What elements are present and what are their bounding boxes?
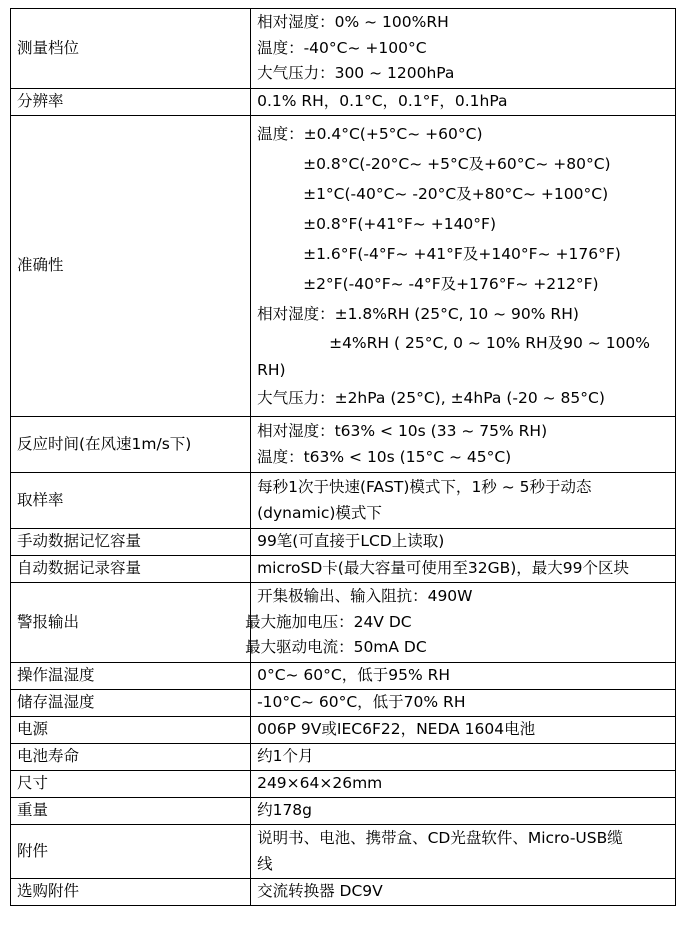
spec-value-line: 温度：t63% < 10s (15°C ~ 45°C) [257,447,512,466]
spec-label: 自动数据记录容量 [11,556,251,583]
table-row [11,717,676,744]
spec-value [251,473,676,529]
table-row [11,663,676,690]
spec-value-line: 交流转换器 DC9V [257,882,383,901]
spec-value [251,798,676,825]
spec-value-line: 006P 9V或IEC6F22，NEDA 1604电池 [257,720,536,739]
spec-value-line: 温度：±0.4°C(+5°C~ +60°C) [257,125,483,143]
table-row [11,798,676,825]
table-row [11,825,676,879]
specification-table [10,8,676,906]
table-row [11,690,676,717]
table-row [11,744,676,771]
spec-label: 测量档位 [11,9,251,89]
spec-value-line: 99笔(可直接于LCD上读取) [257,532,445,551]
spec-value-line: 相对湿度：±1.8%RH (25°C, 10 ~ 90% RH) [257,305,579,323]
spec-value [251,744,676,771]
spec-value-line: 约178g [257,801,313,820]
spec-value-line: ±0.8°F(+41°F~ +140°F) [303,215,497,233]
table-row [11,89,676,116]
spec-value-line: 约1个月 [257,747,314,766]
spec-value [251,417,676,473]
spec-label: 操作温湿度 [11,663,251,690]
spec-value-line: 开集极输出、输入阻抗：490W [257,587,473,606]
spec-value-line: 每秒1次于快速(FAST)模式下，1秒 ~ 5秒于动态 [257,478,592,496]
spec-label: 储存温湿度 [11,690,251,717]
spec-value-line: 0°C~ 60°C，低于95% RH [257,666,451,685]
spec-label: 分辨率 [11,89,251,116]
table-row [11,417,676,473]
spec-value [251,879,676,906]
spec-value-line: 0.1% RH，0.1°C，0.1°F，0.1hPa [257,92,508,111]
spec-label: 准确性 [11,116,251,417]
spec-value [251,771,676,798]
spec-value-line: 最大驱动电流：50mA DC [245,638,427,657]
spec-value [251,825,676,879]
spec-value-line: 相对湿度：0% ~ 100%RH [257,13,449,32]
spec-label: 电池寿命 [11,744,251,771]
spec-value-line: 说明书、电池、携带盒、CD光盘软件、Micro-USB缆 [257,829,623,847]
spec-label: 附件 [11,825,251,879]
spec-value [251,529,676,556]
spec-label: 反应时间(在风速1m/s下) [11,417,251,473]
spec-value [251,89,676,116]
spec-value-line: 最大施加电压：24V DC [245,612,412,631]
spec-value [251,116,676,417]
spec-label: 手动数据记忆容量 [11,529,251,556]
table-row [11,473,676,529]
table-row [11,583,676,663]
spec-label: 选购附件 [11,879,251,906]
spec-value [245,583,676,663]
spec-label: 警报输出 [11,583,251,663]
spec-value-line: ±0.8°C(-20°C~ +5°C及+60°C~ +80°C) [303,155,611,173]
spec-value-line: 大气压力：300 ~ 1200hPa [257,64,455,83]
spec-value [251,717,676,744]
table-row [11,116,676,417]
spec-value-line: 249×64×26mm [257,774,383,793]
table-row [11,529,676,556]
spec-value-line: 温度：-40°C~ +100°C [257,38,427,57]
table-row [11,771,676,798]
spec-value [251,690,676,717]
spec-value [251,663,676,690]
spec-value-line: microSD卡(最大容量可使用至32GB)，最大99个区块 [257,559,629,578]
spec-value-line: ±1.6°F(-4°F~ +41°F及+140°F~ +176°F) [303,245,621,263]
table-row [11,9,676,89]
spec-value-line: 线 [257,854,273,873]
table-row [11,556,676,583]
spec-value-line: ±2°F(-40°F~ -4°F及+176°F~ +212°F) [303,275,599,293]
spec-label: 重量 [11,798,251,825]
spec-value-line: (dynamic)模式下 [257,503,382,522]
spec-value-line: ±4%RH ( 25°C, 0 ~ 10% RH及90 ~ 100% [329,334,651,352]
spec-value-line: 相对湿度：t63% < 10s (33 ~ 75% RH) [257,422,548,440]
spec-value [251,9,676,89]
spec-label: 取样率 [11,473,251,529]
spec-label: 电源 [11,717,251,744]
spec-value-line: 大气压力：±2hPa (25°C), ±4hPa (-20 ~ 85°C) [257,389,605,407]
spec-value [251,556,676,583]
spec-label: 尺寸 [11,771,251,798]
spec-value-line: ±1°C(-40°C~ -20°C及+80°C~ +100°C) [303,185,609,203]
table-row [11,879,676,906]
spec-value-line: -10°C~ 60°C，低于70% RH [257,693,466,712]
spec-value-line: RH) [257,361,286,379]
